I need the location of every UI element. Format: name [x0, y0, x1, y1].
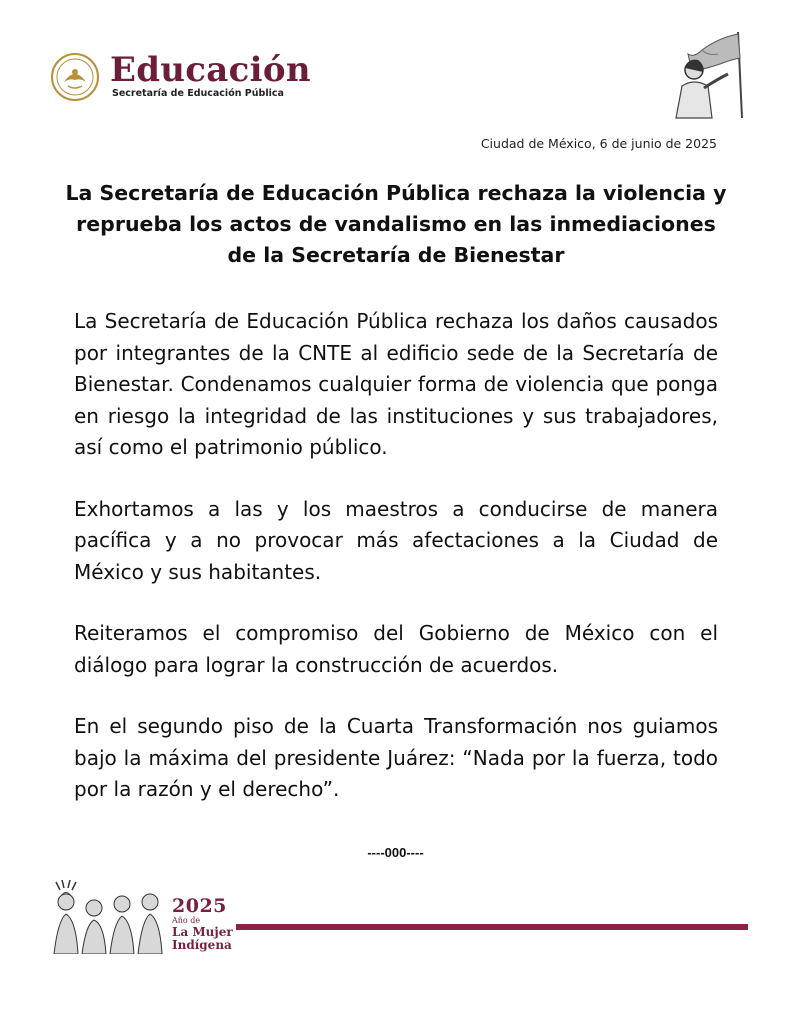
year-label: 2025 [172, 895, 227, 917]
headline: La Secretaría de Educación Pública rechaza la violencia y reprueba los actos de vandalismo en las inmediaciones de la Secretaría de Bienestar [65, 181, 727, 267]
heroine-with-flag-illustration [658, 28, 750, 120]
coat-of-arms-seal-icon [50, 52, 100, 102]
press-release-body [74, 306, 718, 836]
paragraph: Reiteramos el compromiso del Gobierno de México con el diálogo para lograr la construcción de acuerdos. [74, 621, 718, 677]
year-caption-line1: Año de [172, 916, 201, 925]
dateline: Ciudad de México, 6 de junio de 2025 [480, 136, 717, 151]
brand-subtitle: Secretaría de Educación Pública [112, 88, 284, 99]
footer-accent-bar [236, 924, 748, 930]
paragraph: En el segundo piso de la Cuarta Transformación nos guiamos bajo la máxima del presidente Juárez: “Nada por la fuerza, todo por la razón y el derecho”. [74, 714, 718, 801]
end-mark: ----000---- [367, 845, 424, 860]
paragraph: Exhortamos a las y los maestros a conducirse de manera pacífica y a no provocar más afectaciones a la Ciudad de México y sus habitantes. [74, 496, 718, 584]
year-of-indigenous-woman-logo [172, 896, 242, 952]
indigenous-women-illustration [50, 880, 168, 954]
year-caption-line2: La Mujer [172, 925, 233, 939]
year-caption-line3: Indígena [172, 938, 232, 952]
brand-title: Educación [110, 50, 311, 90]
education-logo [50, 50, 310, 106]
paragraph: La Secretaría de Educación Pública rechaza los daños causados por integrantes de la CNTE al edificio sede de la Secretaría de Bienestar. Condenamos cualquier forma de violencia que ponga en riesgo la integridad de las instituciones y sus trabajadores, así como el patrimonio público. [74, 309, 718, 459]
